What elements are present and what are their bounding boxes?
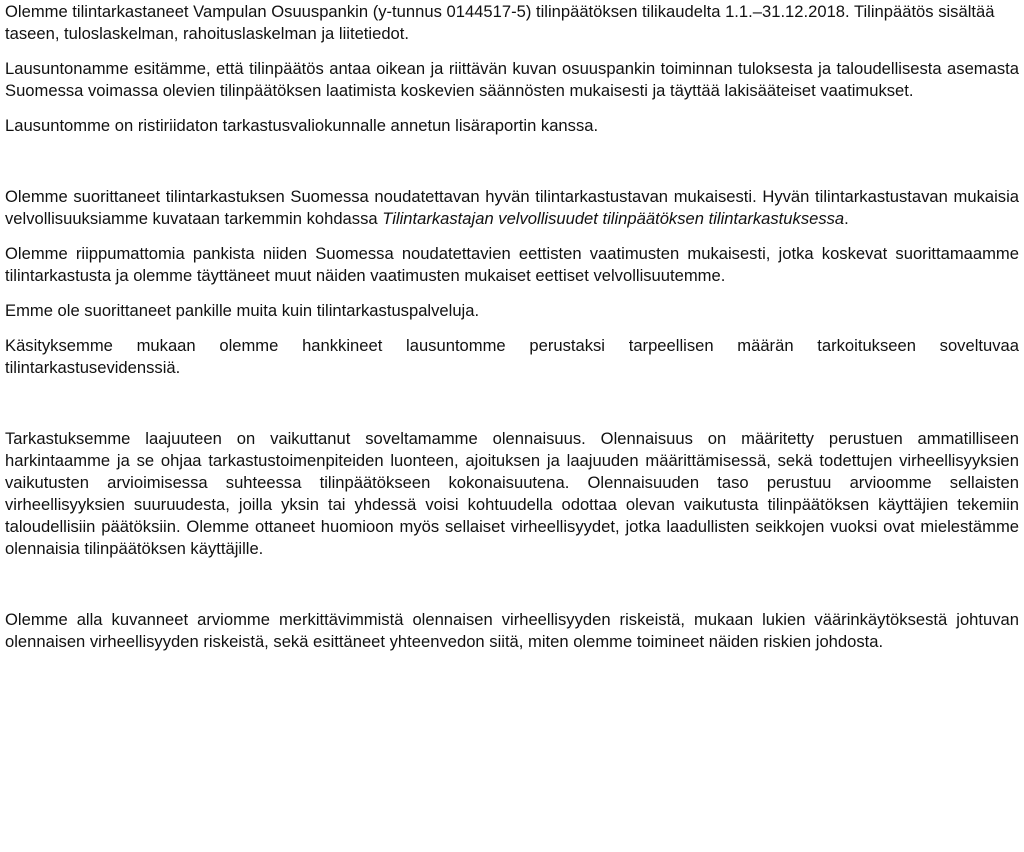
paragraph-basis-text: Olemme suorittaneet tilintarkastuksen Suomessa noudatettavan hyvän tilintarkastustavan mukaisesti. Hyvän tilintarkastustavan mukaisia velvollisuuksiamme kuvataan tarkemmin kohdassa: [5, 187, 1019, 228]
paragraph-opinion: Lausuntonamme esitämme, että tilinpäätös antaa oikean ja riittävän kuvan osuuspankin toiminnan tuloksesta ja taloudellisesta asemasta Suomessa voimassa olevien tilinpäätöksen laatimista koskevien säännösten mukaisesti ja täyttää lakisääteiset vaatimukset.: [5, 59, 1019, 100]
paragraph-key-risks: Olemme alla kuvanneet arviomme merkittävimmistä olennaisen virheellisyyden riskeistä, mukaan lukien väärinkäytöksestä johtuvan olennaisen virheellisyyden riskeistä, sekä esittäneet yhteenvedon siitä, miten olemme toimineet näiden riskien johdosta.: [5, 610, 1019, 651]
paragraph-consistency: Lausuntomme on ristiriidaton tarkastusvaliokunnalle annetun lisäraportin kanssa.: [5, 116, 599, 135]
paragraph-materiality: Tarkastuksemme laajuuteen on vaikuttanut soveltamamme olennaisuus. Olennaisuus on määritetty perustuen ammatilliseen harkintaamme ja se ohjaa tarkastustoimenpiteiden luonteen, ajoituksen ja laajuuden määrittämisessä, sekä todettujen virheellisyyksien vaikutusten arvioimisessa suhteessa tilinpäätökseen kokonaisuutena. Olennaisuuden taso perustuu arvioomme sellaisten virheellisyyksien suuruudesta, joilla yksin tai yhdessä voisi kohtuudella odottaa olevan vaikutusta tilinpäätöksen käyttäjien tekemiin taloudellisiin päätöksiin. Olemme ottaneet huomioon myös sellaiset virheellisyydet, jotka laadullisten seikkojen vuoksi ovat mielestämme olennaisia tilinpäätöksen käyttäjille.: [5, 429, 1019, 558]
paragraph-basis-reference: Tilintarkastajan velvollisuudet tilinpäätöksen tilintarkastuksessa: [382, 209, 845, 228]
paragraph-basis-end: .: [844, 209, 849, 228]
document-page: [5, 0, 1019, 653]
paragraph-basis: [5, 186, 1019, 230]
paragraph-audit-scope: Olemme tilintarkastaneet Vampulan Osuuspankin (y-tunnus 0144517-5) tilinpäätöksen tilikaudelta 1.1.–31.12.2018. Tilinpäätös sisältää taseen, tuloslaskelman, rahoituslaskelman ja liitetiedot.: [5, 2, 995, 43]
paragraph-independence: Olemme riippumattomia pankista niiden Suomessa noudatettavien eettisten vaatimusten mukaisesti, jotka koskevat suorittamaamme tilintarkastusta ja olemme täyttäneet muut näiden vaatimusten mukaiset eettiset velvollisuutemme.: [5, 244, 1019, 285]
paragraph-services: Emme ole suorittaneet pankille muita kuin tilintarkastuspalveluja.: [5, 301, 480, 320]
paragraph-evidence: Käsityksemme mukaan olemme hankkineet lausuntomme perustaksi tarpeellisen määrän tarkoitukseen soveltuvaa tilintarkastusevidenssiä.: [5, 336, 1019, 377]
